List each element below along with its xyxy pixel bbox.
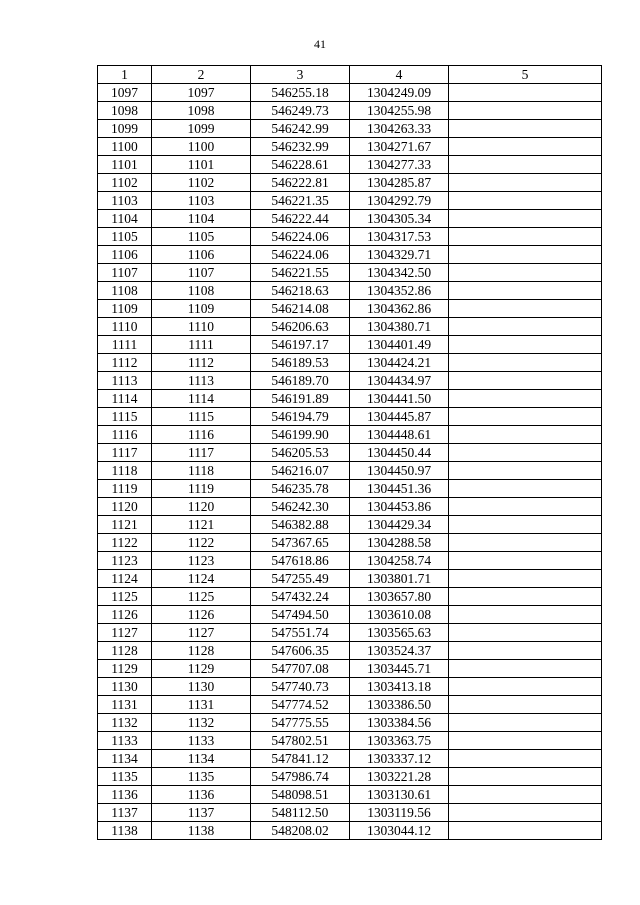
table-cell-col-1: 1130 <box>98 678 152 696</box>
table-cell-col-5 <box>449 534 602 552</box>
table-cell-col-2: 1136 <box>152 786 251 804</box>
table-row <box>98 660 602 678</box>
page-number: 41 <box>314 37 326 51</box>
table-cell-col-1: 1107 <box>98 264 152 282</box>
table-cell-col-1: 1102 <box>98 174 152 192</box>
table-cell-col-4: 1304329.71 <box>350 246 449 264</box>
table-cell-col-5 <box>449 282 602 300</box>
table-cell-col-3: 548208.02 <box>251 822 350 840</box>
table-cell-col-5 <box>449 300 602 318</box>
table-row <box>98 102 602 120</box>
table-cell-col-2: 1124 <box>152 570 251 588</box>
table-cell-col-5 <box>449 462 602 480</box>
table-cell-col-3: 546206.63 <box>251 318 350 336</box>
table-cell-col-3: 547841.12 <box>251 750 350 768</box>
table-cell-col-3: 546224.06 <box>251 246 350 264</box>
table-cell-col-5 <box>449 120 602 138</box>
table-cell-col-3: 547775.55 <box>251 714 350 732</box>
table-cell-col-2: 1121 <box>152 516 251 534</box>
table-row <box>98 498 602 516</box>
table-cell-col-3: 548098.51 <box>251 786 350 804</box>
table-cell-col-1: 1137 <box>98 804 152 822</box>
table-cell-col-3: 546189.70 <box>251 372 350 390</box>
table-cell-col-2: 1128 <box>152 642 251 660</box>
table-cell-col-3: 546232.99 <box>251 138 350 156</box>
table-cell-col-4: 1303801.71 <box>350 570 449 588</box>
table-cell-col-4: 1304317.53 <box>350 228 449 246</box>
table-cell-col-4: 1304450.97 <box>350 462 449 480</box>
table-row <box>98 624 602 642</box>
table-cell-col-5 <box>449 102 602 120</box>
table-cell-col-3: 546197.17 <box>251 336 350 354</box>
table-cell-col-1: 1129 <box>98 660 152 678</box>
table-row <box>98 822 602 840</box>
table-row <box>98 462 602 480</box>
table-cell-col-3: 546214.08 <box>251 300 350 318</box>
table-cell-col-5 <box>449 354 602 372</box>
table-cell-col-3: 546255.18 <box>251 84 350 102</box>
table-cell-col-2: 1123 <box>152 552 251 570</box>
table-row <box>98 120 602 138</box>
table-cell-col-2: 1112 <box>152 354 251 372</box>
table-row <box>98 192 602 210</box>
table-cell-col-1: 1132 <box>98 714 152 732</box>
table-cell-col-5 <box>449 228 602 246</box>
table-cell-col-3: 547774.52 <box>251 696 350 714</box>
table-header-row <box>98 66 602 84</box>
table-cell-col-3: 547367.65 <box>251 534 350 552</box>
table-cell-col-5 <box>449 156 602 174</box>
table-cell-col-5 <box>449 624 602 642</box>
table-cell-col-5 <box>449 426 602 444</box>
table-cell-col-4: 1303337.12 <box>350 750 449 768</box>
table-cell-col-1: 1121 <box>98 516 152 534</box>
table-cell-col-5 <box>449 336 602 354</box>
table-row <box>98 570 602 588</box>
table-cell-col-4: 1304271.67 <box>350 138 449 156</box>
table-cell-col-4: 1304292.79 <box>350 192 449 210</box>
table-row <box>98 714 602 732</box>
table-cell-col-4: 1304453.86 <box>350 498 449 516</box>
table-cell-col-1: 1097 <box>98 84 152 102</box>
column-header-1: 1 <box>98 66 152 84</box>
table-cell-col-4: 1304424.21 <box>350 354 449 372</box>
table-row <box>98 138 602 156</box>
table-row <box>98 534 602 552</box>
table-cell-col-3: 546194.79 <box>251 408 350 426</box>
table-cell-col-5 <box>449 552 602 570</box>
table-cell-col-5 <box>449 822 602 840</box>
table-cell-col-4: 1304288.58 <box>350 534 449 552</box>
table-cell-col-2: 1110 <box>152 318 251 336</box>
table-row <box>98 804 602 822</box>
table-cell-col-3: 547986.74 <box>251 768 350 786</box>
table-cell-col-1: 1122 <box>98 534 152 552</box>
table-cell-col-1: 1105 <box>98 228 152 246</box>
table-cell-col-1: 1131 <box>98 696 152 714</box>
table-cell-col-3: 546221.35 <box>251 192 350 210</box>
table-cell-col-1: 1123 <box>98 552 152 570</box>
table-cell-col-3: 546242.30 <box>251 498 350 516</box>
table-cell-col-4: 1304258.74 <box>350 552 449 570</box>
table-cell-col-2: 1100 <box>152 138 251 156</box>
table-cell-col-2: 1114 <box>152 390 251 408</box>
table-cell-col-2: 1133 <box>152 732 251 750</box>
table-cell-col-1: 1114 <box>98 390 152 408</box>
table-row <box>98 300 602 318</box>
table-cell-col-2: 1132 <box>152 714 251 732</box>
table-cell-col-4: 1304445.87 <box>350 408 449 426</box>
table-cell-col-2: 1138 <box>152 822 251 840</box>
table-row <box>98 264 602 282</box>
table-cell-col-2: 1126 <box>152 606 251 624</box>
table-cell-col-4: 1303524.37 <box>350 642 449 660</box>
table-cell-col-1: 1103 <box>98 192 152 210</box>
table-cell-col-1: 1112 <box>98 354 152 372</box>
table-cell-col-3: 546224.06 <box>251 228 350 246</box>
table-cell-col-4: 1303413.18 <box>350 678 449 696</box>
table-cell-col-3: 547802.51 <box>251 732 350 750</box>
table-cell-col-4: 1303610.08 <box>350 606 449 624</box>
table-row <box>98 642 602 660</box>
table-cell-col-5 <box>449 768 602 786</box>
table-cell-col-4: 1304441.50 <box>350 390 449 408</box>
table-cell-col-4: 1304285.87 <box>350 174 449 192</box>
table-cell-col-5 <box>449 408 602 426</box>
table-row <box>98 336 602 354</box>
table-cell-col-1: 1101 <box>98 156 152 174</box>
table-cell-col-1: 1120 <box>98 498 152 516</box>
table-cell-col-1: 1118 <box>98 462 152 480</box>
table-row <box>98 786 602 804</box>
table-cell-col-4: 1304448.61 <box>350 426 449 444</box>
table-cell-col-2: 1102 <box>152 174 251 192</box>
table-cell-col-4: 1304451.36 <box>350 480 449 498</box>
table-cell-col-3: 546216.07 <box>251 462 350 480</box>
table-cell-col-4: 1304305.34 <box>350 210 449 228</box>
column-header-4: 4 <box>350 66 449 84</box>
table-cell-col-1: 1115 <box>98 408 152 426</box>
table-cell-col-3: 546382.88 <box>251 516 350 534</box>
table-cell-col-3: 547740.73 <box>251 678 350 696</box>
table-cell-col-2: 1111 <box>152 336 251 354</box>
table-cell-col-3: 546228.61 <box>251 156 350 174</box>
table-cell-col-4: 1304450.44 <box>350 444 449 462</box>
table-cell-col-1: 1111 <box>98 336 152 354</box>
coordinates-table <box>97 65 602 840</box>
table-cell-col-3: 547707.08 <box>251 660 350 678</box>
table-cell-col-3: 546222.81 <box>251 174 350 192</box>
table-cell-col-1: 1098 <box>98 102 152 120</box>
table-cell-col-3: 546222.44 <box>251 210 350 228</box>
table-cell-col-5 <box>449 660 602 678</box>
table-row <box>98 390 602 408</box>
table-cell-col-5 <box>449 480 602 498</box>
table-cell-col-4: 1303565.63 <box>350 624 449 642</box>
table-cell-col-5 <box>449 804 602 822</box>
table-cell-col-2: 1134 <box>152 750 251 768</box>
table-cell-col-1: 1135 <box>98 768 152 786</box>
table-cell-col-1: 1126 <box>98 606 152 624</box>
table-row <box>98 516 602 534</box>
table-cell-col-2: 1098 <box>152 102 251 120</box>
table-row <box>98 84 602 102</box>
table-row <box>98 750 602 768</box>
column-header-3: 3 <box>251 66 350 84</box>
table-cell-col-3: 546205.53 <box>251 444 350 462</box>
table-row <box>98 552 602 570</box>
table-cell-col-5 <box>449 588 602 606</box>
table-cell-col-2: 1101 <box>152 156 251 174</box>
table-cell-col-3: 547255.49 <box>251 570 350 588</box>
table-cell-col-3: 547551.74 <box>251 624 350 642</box>
table-cell-col-3: 547618.86 <box>251 552 350 570</box>
table-cell-col-4: 1303657.80 <box>350 588 449 606</box>
table-cell-col-1: 1133 <box>98 732 152 750</box>
column-header-5: 5 <box>449 66 602 84</box>
table-cell-col-2: 1122 <box>152 534 251 552</box>
table-cell-col-4: 1304401.49 <box>350 336 449 354</box>
table-cell-col-5 <box>449 390 602 408</box>
table-cell-col-4: 1304277.33 <box>350 156 449 174</box>
table-cell-col-5 <box>449 498 602 516</box>
table-cell-col-4: 1304342.50 <box>350 264 449 282</box>
table-cell-col-4: 1303044.12 <box>350 822 449 840</box>
table-cell-col-2: 1108 <box>152 282 251 300</box>
table-cell-col-3: 546191.89 <box>251 390 350 408</box>
table-cell-col-5 <box>449 570 602 588</box>
table-cell-col-2: 1109 <box>152 300 251 318</box>
table-cell-col-1: 1109 <box>98 300 152 318</box>
table-cell-col-4: 1303384.56 <box>350 714 449 732</box>
table-cell-col-4: 1304429.34 <box>350 516 449 534</box>
table-row <box>98 282 602 300</box>
table-cell-col-4: 1304249.09 <box>350 84 449 102</box>
table-cell-col-2: 1106 <box>152 246 251 264</box>
table-cell-col-3: 547432.24 <box>251 588 350 606</box>
table-cell-col-3: 548112.50 <box>251 804 350 822</box>
table-cell-col-5 <box>449 606 602 624</box>
table-row <box>98 426 602 444</box>
table-cell-col-5 <box>449 786 602 804</box>
table-cell-col-5 <box>449 750 602 768</box>
table-cell-col-5 <box>449 318 602 336</box>
table-body <box>98 84 602 840</box>
table-row <box>98 606 602 624</box>
table-cell-col-2: 1120 <box>152 498 251 516</box>
table-row <box>98 408 602 426</box>
table-cell-col-1: 1134 <box>98 750 152 768</box>
table-cell-col-4: 1304380.71 <box>350 318 449 336</box>
table-cell-col-3: 546221.55 <box>251 264 350 282</box>
table-cell-col-2: 1119 <box>152 480 251 498</box>
table-cell-col-1: 1117 <box>98 444 152 462</box>
table-row <box>98 372 602 390</box>
table-cell-col-5 <box>449 516 602 534</box>
table-row <box>98 156 602 174</box>
table-cell-col-2: 1117 <box>152 444 251 462</box>
table-cell-col-1: 1127 <box>98 624 152 642</box>
table-cell-col-2: 1099 <box>152 120 251 138</box>
table-cell-col-5 <box>449 210 602 228</box>
table-row <box>98 174 602 192</box>
column-header-2: 2 <box>152 66 251 84</box>
table-cell-col-2: 1129 <box>152 660 251 678</box>
table-cell-col-5 <box>449 372 602 390</box>
table-cell-col-3: 546249.73 <box>251 102 350 120</box>
table-cell-col-5 <box>449 444 602 462</box>
table-cell-col-5 <box>449 246 602 264</box>
table-cell-col-1: 1116 <box>98 426 152 444</box>
table-row <box>98 696 602 714</box>
table-cell-col-2: 1115 <box>152 408 251 426</box>
table-cell-col-2: 1130 <box>152 678 251 696</box>
table-cell-col-2: 1103 <box>152 192 251 210</box>
table-cell-col-4: 1303445.71 <box>350 660 449 678</box>
table-cell-col-1: 1113 <box>98 372 152 390</box>
table-cell-col-4: 1304362.86 <box>350 300 449 318</box>
table-cell-col-2: 1105 <box>152 228 251 246</box>
table-row <box>98 768 602 786</box>
table-row <box>98 678 602 696</box>
table-cell-col-2: 1118 <box>152 462 251 480</box>
table-row <box>98 246 602 264</box>
table-row <box>98 210 602 228</box>
table-cell-col-1: 1125 <box>98 588 152 606</box>
table-cell-col-2: 1135 <box>152 768 251 786</box>
table-cell-col-1: 1108 <box>98 282 152 300</box>
table-cell-col-1: 1124 <box>98 570 152 588</box>
table-row <box>98 444 602 462</box>
table-cell-col-5 <box>449 732 602 750</box>
table-cell-col-1: 1128 <box>98 642 152 660</box>
table-cell-col-3: 546242.99 <box>251 120 350 138</box>
table-cell-col-2: 1116 <box>152 426 251 444</box>
table-cell-col-2: 1104 <box>152 210 251 228</box>
table-cell-col-2: 1127 <box>152 624 251 642</box>
table-cell-col-5 <box>449 642 602 660</box>
table-cell-col-4: 1303363.75 <box>350 732 449 750</box>
table-cell-col-4: 1304263.33 <box>350 120 449 138</box>
table-row <box>98 480 602 498</box>
table-cell-col-4: 1304255.98 <box>350 102 449 120</box>
table-cell-col-5 <box>449 264 602 282</box>
table-cell-col-4: 1303221.28 <box>350 768 449 786</box>
table-cell-col-4: 1303386.50 <box>350 696 449 714</box>
table-cell-col-3: 546235.78 <box>251 480 350 498</box>
table-cell-col-4: 1303119.56 <box>350 804 449 822</box>
table-cell-col-5 <box>449 84 602 102</box>
table-cell-col-3: 547494.50 <box>251 606 350 624</box>
table-cell-col-1: 1136 <box>98 786 152 804</box>
table-cell-col-3: 546218.63 <box>251 282 350 300</box>
table-cell-col-5 <box>449 696 602 714</box>
table-cell-col-2: 1131 <box>152 696 251 714</box>
table-cell-col-1: 1100 <box>98 138 152 156</box>
table-cell-col-5 <box>449 174 602 192</box>
table-cell-col-2: 1097 <box>152 84 251 102</box>
table-cell-col-1: 1104 <box>98 210 152 228</box>
table-row <box>98 588 602 606</box>
table-cell-col-3: 546189.53 <box>251 354 350 372</box>
table-cell-col-5 <box>449 678 602 696</box>
table-row <box>98 732 602 750</box>
table-cell-col-4: 1304434.97 <box>350 372 449 390</box>
table-cell-col-4: 1303130.61 <box>350 786 449 804</box>
table-cell-col-4: 1304352.86 <box>350 282 449 300</box>
table-row <box>98 228 602 246</box>
table-cell-col-1: 1110 <box>98 318 152 336</box>
table-cell-col-2: 1125 <box>152 588 251 606</box>
table-cell-col-2: 1137 <box>152 804 251 822</box>
table-cell-col-2: 1107 <box>152 264 251 282</box>
table-row <box>98 318 602 336</box>
table-cell-col-1: 1106 <box>98 246 152 264</box>
table-cell-col-2: 1113 <box>152 372 251 390</box>
table-cell-col-3: 546199.90 <box>251 426 350 444</box>
table-cell-col-1: 1119 <box>98 480 152 498</box>
table-cell-col-5 <box>449 138 602 156</box>
table-cell-col-3: 547606.35 <box>251 642 350 660</box>
table-cell-col-1: 1138 <box>98 822 152 840</box>
table-row <box>98 354 602 372</box>
table-cell-col-1: 1099 <box>98 120 152 138</box>
table-cell-col-5 <box>449 714 602 732</box>
table-cell-col-5 <box>449 192 602 210</box>
